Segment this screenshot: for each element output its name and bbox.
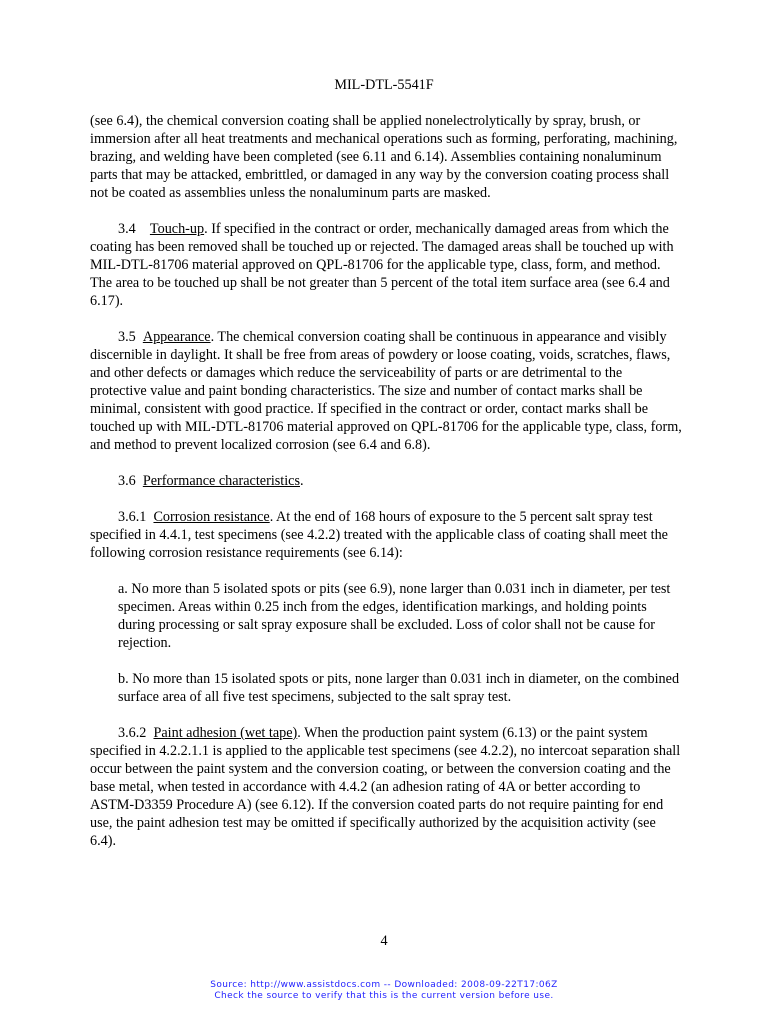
page-number: 4 <box>380 933 388 949</box>
section-heading: Appearance <box>142 329 211 345</box>
section-3-6-1 <box>90 508 682 562</box>
footer-verify-line: Check the source to verify that this is the current version before use. <box>214 991 554 1001</box>
paragraph-continuation: (see 6.4), the chemical conversion coating shall be applied nonelectrolytically by spray, brush, or immersion after all heat treatments and mechanical operations such as forming, perforating, machining, brazing, and welding have been completed (see 6.11 and 6.14). Assemblies containing nonaluminum parts that may be attacked, embrittled, or damaged in any way by the conversion coating process shall not be coated as assemblies unless the nonaluminum parts are masked. <box>90 113 678 201</box>
list-item-b: b. No more than 15 isolated spots or pits, none larger than 0.031 inch in diameter, on the combined surface area of all five test specimens, subjected to the salt spray test. <box>118 671 680 705</box>
section-text: . At the end of 168 hours of exposure to the 5 percent salt spray test specified in 4.4.1, test specimens (see 4.2.2) treated with the applicable class of coating shall meet the following corrosion resistance requirements (see 6.14): <box>90 509 668 561</box>
section-3-4 <box>90 220 682 310</box>
section-number: 3.6 <box>118 473 136 489</box>
section-heading: Paint adhesion (wet tape) <box>153 725 298 741</box>
document-id-header: MIL-DTL-5541F <box>334 77 434 93</box>
section-3-5 <box>90 328 682 454</box>
section-heading: Corrosion resistance <box>153 509 270 525</box>
section-number: 3.4 <box>118 221 136 237</box>
section-heading: Performance characteristics <box>142 473 300 489</box>
section-text: . The chemical conversion coating shall be continuous in appearance and visibly discernible in daylight. It shall be free from areas of powdery or loose coating, voids, scratches, flaws, and other defects or damages which reduce the serviceability of parts or are detrimental to the protective value and paint bonding characteristics. The size and number of contact marks shall be minimal, consistent with good practice. If specified in the contract or order, contact marks shall be touched up with MIL-DTL-81706 material approved on QPL-81706 for the applicable type, class, form, and method to prevent localized corrosion (see 6.4 and 6.8). <box>90 329 682 453</box>
section-text: . If specified in the contract or order, mechanically damaged areas from which the coating has been removed shall be touched up or rejected. The damaged areas shall be touched up with MIL-DTL-81706 material approved on QPL-81706 for the applicable type, class, form, and method. The area to be touched up shall be not greater than 5 percent of the total item surface area (see 6.4 and 6.17). <box>90 221 674 309</box>
download-source-footer <box>0 980 768 1002</box>
document-body <box>90 112 682 868</box>
section-3-6 <box>90 472 682 490</box>
list-item-a: a. No more than 5 isolated spots or pits (see 6.9), none larger than 0.031 inch in diameter, per test specimen. Areas within 0.25 inch from the edges, identification markings, and holding points during processing or salt spray exposure shall be excluded. Loss of color shall not be cause for rejection. <box>118 581 671 651</box>
footer-source-line: Source: http://www.assistdocs.com -- Downloaded: 2008-09-22T17:06Z <box>210 980 558 990</box>
section-heading: Touch-up <box>149 221 205 237</box>
section-3-6-2 <box>90 724 682 850</box>
section-text: . When the production paint system (6.13) or the paint system specified in 4.2.2.1.1 is applied to the applicable test specimens (see 4.2.2), no intercoat separation shall occur between the paint system and the conversion coating, or between the conversion coating and the base metal, when tested in accordance with 4.4.2 (an adhesion rating of 4A or better according to ASTM-D3359 Procedure A) (see 6.12). If the conversion coated parts do not require painting for end use, the paint adhesion test may be omitted if specifically authorized by the acquisition activity (see 6.4). <box>90 725 681 849</box>
section-text: . <box>300 473 304 489</box>
section-number: 3.5 <box>118 329 136 345</box>
section-number: 3.6.2 <box>118 725 147 741</box>
section-number: 3.6.1 <box>118 509 147 525</box>
